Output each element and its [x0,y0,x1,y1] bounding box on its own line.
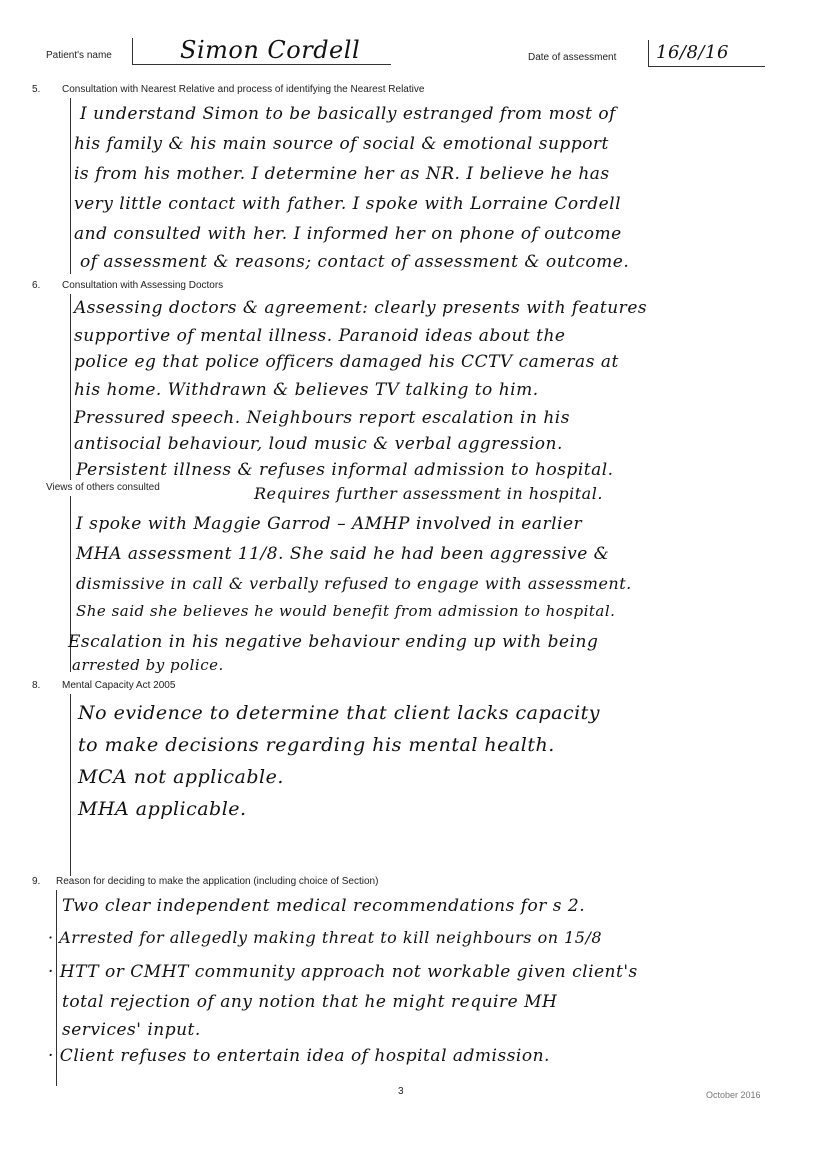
section-7-line-3: dismissive in call & verbally refused to engage with assessment. [76,574,632,593]
section-7-line-4: She said she believes he would benefit from admission to hospital. [76,602,616,620]
edition-date: October 2016 [706,1090,761,1100]
section-6-line-2: supportive of mental illness. Paranoid ideas about the [74,326,566,346]
section-6-border [70,294,71,480]
section-5-line-4: very little contact with father. I spoke with Lorraine Cordell [74,194,622,214]
section-9-line-4: total rejection of any notion that he might require MH [62,992,558,1012]
section-6-line-8: Requires further assessment in hospital. [254,484,603,503]
section-9-line-6: · Client refuses to entertain idea of hospital admission. [48,1046,550,1066]
section-8-title: Mental Capacity Act 2005 [62,680,176,691]
section-6-line-1: Assessing doctors & agreement: clearly presents with features [74,298,648,318]
section-7-line-5: Escalation in his negative behaviour ending up with being [68,632,599,652]
date-value: 16/8/16 [656,42,729,63]
section-5-number: 5. [32,84,41,95]
section-9-line-5: services' input. [62,1020,201,1040]
section-9-line-1: Two clear independent medical recommendations for s 2. [62,896,586,916]
section-6-title: Consultation with Assessing Doctors [62,280,224,291]
section-8-border [70,694,71,876]
section-7-title: Views of others consulted [46,482,160,493]
section-5-border [70,98,71,274]
section-8-number: 8. [32,680,41,691]
section-7-line-6: arrested by police. [72,656,224,674]
section-6-line-6: antisocial behaviour, loud music & verbal aggression. [74,434,563,454]
section-7-line-1: I spoke with Maggie Garrod – AMHP involved in earlier [76,514,583,534]
page-number: 3 [398,1086,404,1097]
section-6-line-7: Persistent illness & refuses informal admission to hospital. [76,460,614,480]
section-5-line-3: is from his mother. I determine her as NR. I believe he has [74,164,610,184]
section-5-line-6: of assessment & reasons; contact of assessment & outcome. [80,252,630,272]
section-6-line-5: Pressured speech. Neighbours report escalation in his [74,408,570,428]
section-8-line-1: No evidence to determine that client lacks capacity [78,702,601,724]
section-9-title: Reason for deciding to make the application (including choice of Section) [56,876,379,887]
section-5-line-1: I understand Simon to be basically estranged from most of [80,104,616,124]
section-5-line-5: and consulted with her. I informed her on phone of outcome [74,224,622,244]
section-9-line-3: · HTT or CMHT community approach not workable given client's [48,962,638,982]
section-5-line-2: his family & his main source of social & emotional support [74,134,609,154]
section-8-line-2: to make decisions regarding his mental health. [78,734,555,756]
section-9-number: 9. [32,876,41,887]
date-label: Date of assessment [528,52,617,63]
section-8-line-3: MCA not applicable. [78,766,284,788]
patient-name-value: Simon Cordell [180,36,361,64]
patient-name-label: Patient's name [46,50,112,61]
section-9-line-2: · Arrested for allegedly making threat to kill neighbours on 15/8 [48,928,603,947]
section-6-line-3: police eg that police officers damaged his CCTV cameras at [74,352,619,372]
section-7-line-2: MHA assessment 11/8. She said he had been aggressive & [76,544,610,564]
section-5-title: Consultation with Nearest Relative and process of identifying the Nearest Relative [62,84,425,95]
section-6-line-4: his home. Withdrawn & believes TV talking to him. [74,380,539,400]
section-8-line-4: MHA applicable. [78,798,247,820]
section-6-number: 6. [32,280,41,291]
